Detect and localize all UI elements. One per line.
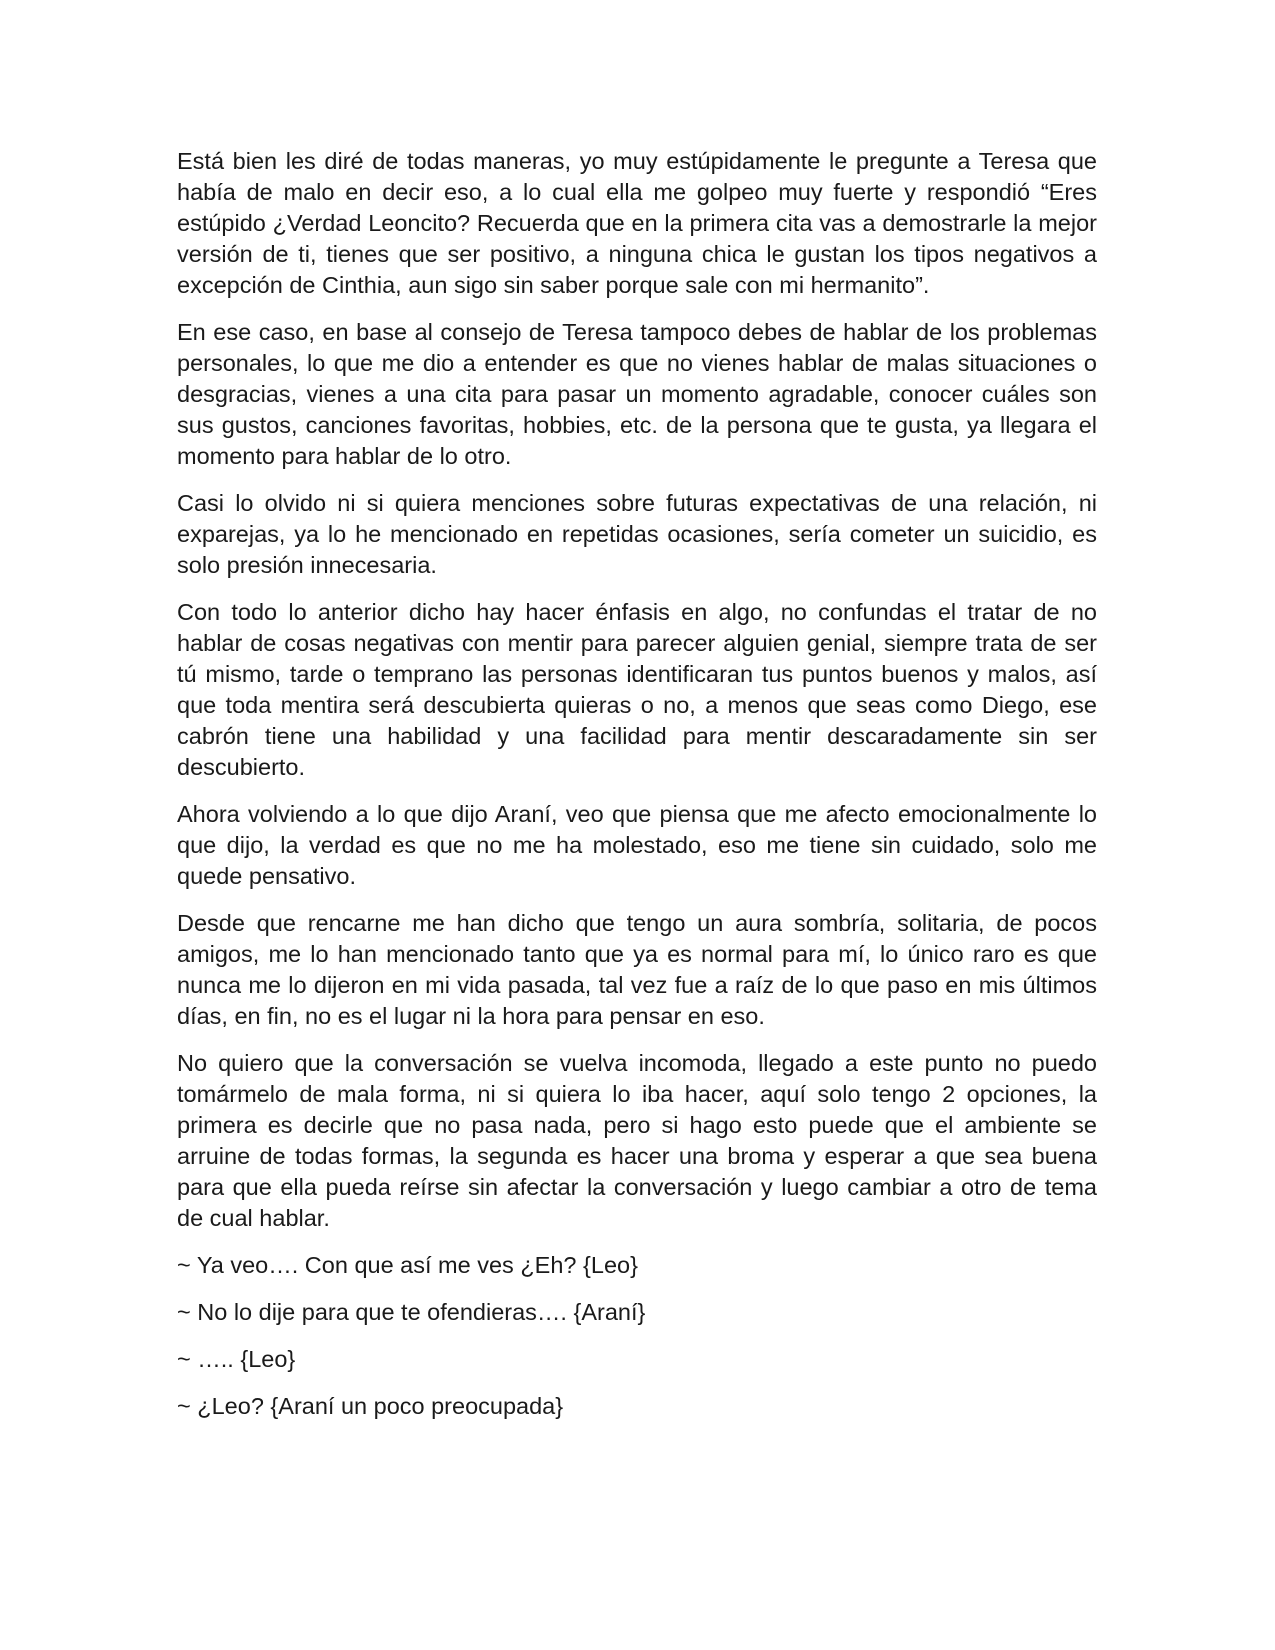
dialogue-line: ~ No lo dije para que te ofendieras…. {Araní} bbox=[177, 1299, 646, 1325]
paragraph: Ahora volviendo a lo que dijo Araní, veo que piensa que me afecto emocionalmente lo que dijo, la verdad es que no me ha molestado, eso me tiene sin cuidado, solo me quede pensativo. bbox=[177, 801, 1097, 889]
paragraph: Desde que rencarne me han dicho que tengo un aura sombría, solitaria, de pocos amigos, me lo han mencionado tanto que ya es normal para mí, lo único raro es que nunca me lo dijeron en mi vida pasada, tal vez fue a raíz de lo que paso en mis últimos días, en fin, no es el lugar ni la hora para pensar en eso. bbox=[177, 910, 1097, 1029]
dialogue-line: ~ ….. {Leo} bbox=[177, 1346, 296, 1372]
dialogue-line: ~ ¿Leo? {Araní un poco preocupada} bbox=[177, 1393, 564, 1419]
paragraph: En ese caso, en base al consejo de Teresa tampoco debes de hablar de los problemas personales, lo que me dio a entender es que no vienes hablar de malas situaciones o desgracias, vienes a una cita para pasar un momento agradable, conocer cuáles son sus gustos, canciones favoritas, hobbies, etc. de la persona que te gusta, ya llegara el momento para hablar de lo otro. bbox=[177, 319, 1097, 469]
dialogue-line: ~ Ya veo…. Con que así me ves ¿Eh? {Leo} bbox=[177, 1252, 638, 1278]
paragraph: No quiero que la conversación se vuelva incomoda, llegado a este punto no puedo tomármelo de mala forma, ni si quiera lo iba hacer, aquí solo tengo 2 opciones, la primera es decirle que no pasa nada, pero si hago esto puede que el ambiente se arruine de todas formas, la segunda es hacer una broma y esperar a que sea buena para que ella pueda reírse sin afectar la conversación y luego cambiar a otro de tema de cual hablar. bbox=[177, 1050, 1097, 1231]
paragraph: Está bien les diré de todas maneras, yo muy estúpidamente le pregunte a Teresa que había de malo en decir eso, a lo cual ella me golpeo muy fuerte y respondió “Eres estúpido ¿Verdad Leoncito? Recuerda que en la primera cita vas a demostrarle la mejor versión de ti, tienes que ser positivo, a ninguna chica le gustan los tipos negativos a excepción de Cinthia, aun sigo sin saber porque sale con mi hermanito”. bbox=[177, 148, 1097, 298]
paragraph: Con todo lo anterior dicho hay hacer énfasis en algo, no confundas el tratar de no hablar de cosas negativas con mentir para parecer alguien genial, siempre trata de ser tú mismo, tarde o temprano las personas identificaran tus puntos buenos y malos, así que toda mentira será descubierta quieras o no, a menos que seas como Diego, ese cabrón tiene una habilidad y una facilidad para mentir descaradamente sin ser descubierto. bbox=[177, 599, 1097, 780]
document-page bbox=[177, 146, 1097, 1438]
paragraph: Casi lo olvido ni si quiera menciones sobre futuras expectativas de una relación, ni exparejas, ya lo he mencionado en repetidas ocasiones, sería cometer un suicidio, es solo presión innecesaria. bbox=[177, 490, 1097, 578]
